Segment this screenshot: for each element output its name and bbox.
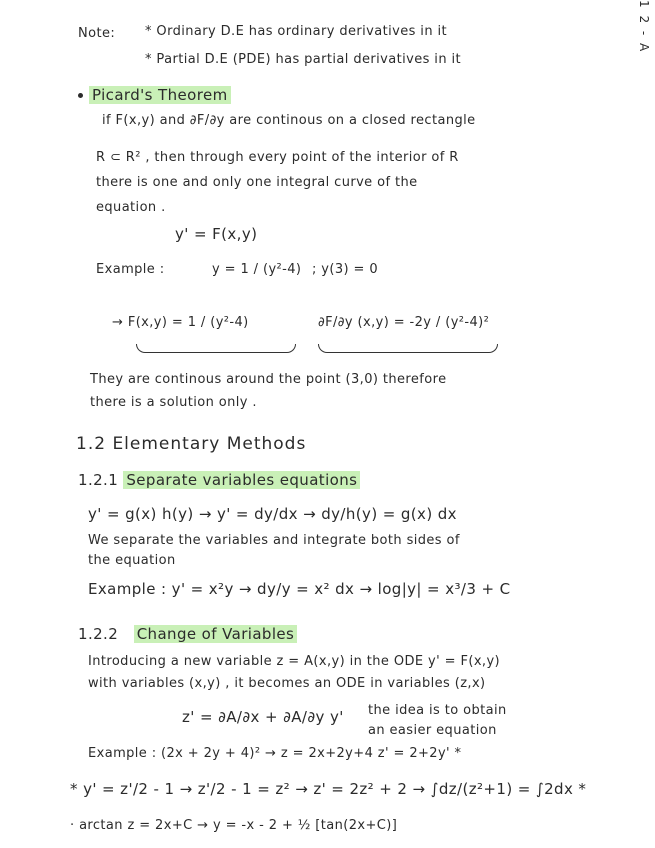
separable-text-2: the equation <box>88 553 176 568</box>
picard-line-1: if F(x,y) and ∂F/∂y are continous on a closed rectangle <box>102 113 476 128</box>
change-vars-idea-2: an easier equation <box>368 723 497 738</box>
picard-title: Picard's Theorem <box>89 86 231 104</box>
subsection-1-title: Separate variables equations <box>123 471 360 489</box>
separable-example: Example : y' = x²y → dy/y = x² dx → log|y| = x³/3 + C <box>88 580 511 598</box>
note-ordinary: * Ordinary D.E has ordinary derivatives in it <box>145 24 447 39</box>
change-vars-line-2: with variables (x,y) , it becomes an ODE in variables (z,x) <box>88 676 486 691</box>
picard-line-3: there is one and only one integral curve of the <box>96 175 418 190</box>
underbrace-left <box>136 344 296 353</box>
subsection-1-number: 1.2.1 <box>78 471 119 489</box>
subsection-2 <box>78 625 297 643</box>
picard-conclusion-2: there is a solution only . <box>90 395 257 410</box>
page-corner-label: 1 2 - A <box>637 0 651 54</box>
change-vars-step: * y' = z'/2 - 1 → z'/2 - 1 = z² → z' = 2z² + 2 → ∫dz/(z²+1) = ∫2dx * <box>70 780 587 798</box>
note-label: Note: <box>78 26 116 41</box>
underbrace-right <box>318 344 498 353</box>
change-vars-equation: z' = ∂A/∂x + ∂A/∂y y' <box>182 708 344 726</box>
change-vars-result: · arctan z = 2x+C → y = -x - 2 + ½ [tan(2x+C)] <box>70 818 398 833</box>
subsection-2-number: 1.2.2 <box>78 625 119 643</box>
picard-heading <box>78 86 231 104</box>
note-partial: * Partial D.E (PDE) has partial derivatives in it <box>145 52 462 67</box>
picard-example-condition: ; y(3) = 0 <box>312 262 379 277</box>
picard-example-equation: y = 1 / (y²-4) <box>212 262 302 277</box>
change-vars-idea-1: the idea is to obtain <box>368 703 507 718</box>
picard-example-label: Example : <box>96 262 165 277</box>
separable-text-1: We separate the variables and integrate both sides of <box>88 533 460 548</box>
picard-line-2: R ⊂ R² , then through every point of the interior of R <box>96 150 459 165</box>
change-vars-line-1: Introducing a new variable z = A(x,y) in the ODE y' = F(x,y) <box>88 654 501 669</box>
picard-equation: y' = F(x,y) <box>175 225 258 243</box>
bullet-icon <box>78 93 83 98</box>
picard-df-equation: ∂F/∂y (x,y) = -2y / (y²-4)² <box>318 315 490 330</box>
picard-line-4: equation . <box>96 200 166 215</box>
picard-f-equation: → F(x,y) = 1 / (y²-4) <box>112 315 249 330</box>
picard-conclusion-1: They are continous around the point (3,0) therefore <box>90 372 447 387</box>
section-title: 1.2 Elementary Methods <box>76 434 307 454</box>
change-vars-example: Example : (2x + 2y + 4)² → z = 2x+2y+4 z' = 2+2y' * <box>88 746 462 761</box>
subsection-1 <box>78 471 360 489</box>
separable-equation: y' = g(x) h(y) → y' = dy/dx → dy/h(y) = g(x) dx <box>88 505 457 523</box>
subsection-2-title: Change of Variables <box>134 625 298 643</box>
